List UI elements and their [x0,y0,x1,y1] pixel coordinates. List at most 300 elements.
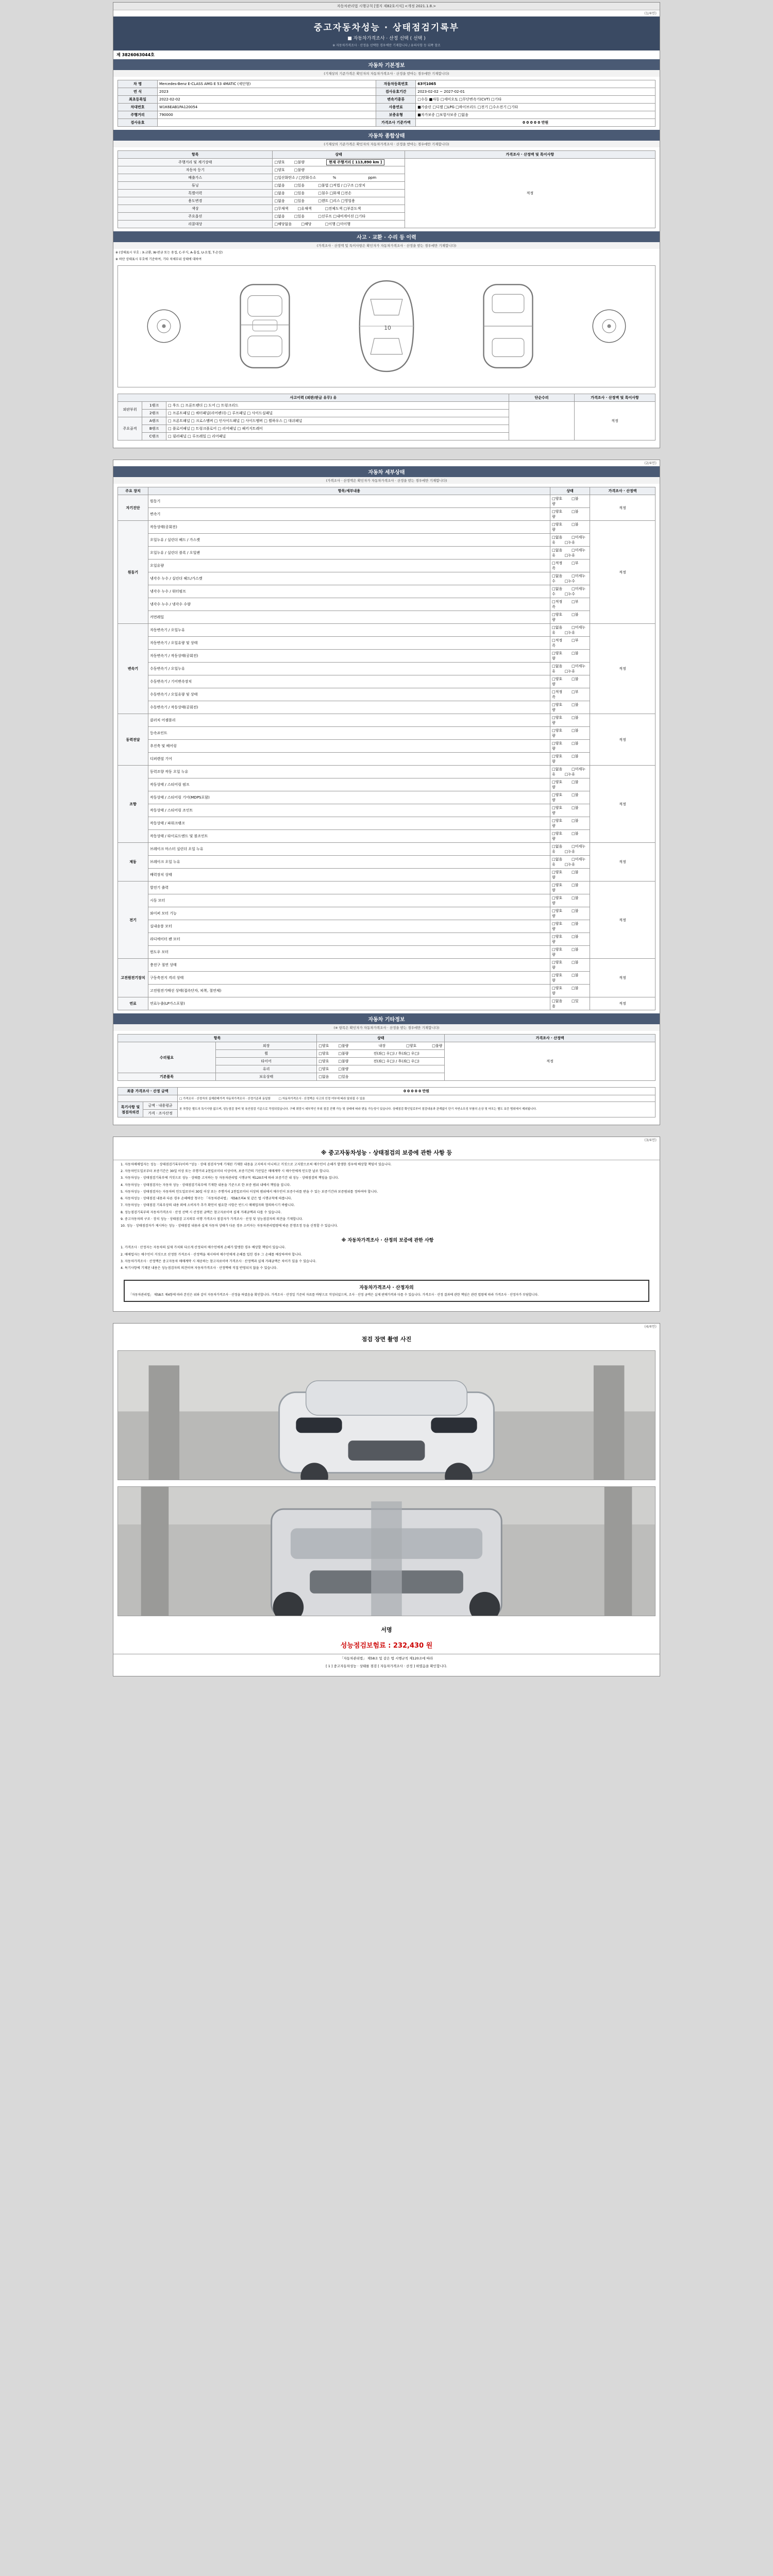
option-label [118,1095,178,1102]
checkbox-option[interactable]: □없음 [552,587,563,591]
diagram-legend-1: ※ (상태표시 부호 : X-교환, W-판금 또는 용접, C-부식, A-흠집, U-요철, T-손상) [115,251,223,255]
notice-paragraph: 9. 중고자동차의 구조 · 장치 성능 · 상태점검 고지의무 이행 가격조사 점검자가 가격조사 · 산정 및 성능점검자의 의견을 기재합니다. [121,1217,304,1221]
table-row [118,959,656,972]
checkbox-option[interactable]: □양호 [552,960,563,964]
checkbox-option[interactable]: □누유 [564,553,575,557]
row-value[interactable] [273,213,405,221]
checkbox-option[interactable]: □미세누수 [552,574,586,583]
checkbox-option[interactable]: □없음 [552,767,563,771]
checkbox-option[interactable]: □없음 [552,625,563,630]
checkbox-option[interactable]: □누수 [564,579,575,583]
item-label: 외장 [215,1042,316,1050]
rank-label: 1랭크 [142,402,166,410]
row-label: 색상 [118,205,273,213]
item-label: 커먼레일 [148,611,550,624]
checkbox-option[interactable]: □없음 [552,857,563,861]
table-row [118,560,656,572]
item-options[interactable] [550,804,590,817]
detail-state-table [117,487,656,1010]
row-value[interactable] [273,159,405,166]
checkbox-option[interactable]: □불량 [338,1044,349,1048]
price-cell: 적정 [590,624,656,714]
panel-options[interactable]: □ 필러패널 □ 루프레일 □ 리어패널 [166,433,509,440]
table-row [118,585,656,598]
item-options[interactable] [550,766,590,778]
item-label: 수동변속기 / 오일유량 및 상태 [148,688,550,701]
col-head: 상태 [273,151,405,159]
checkbox-option[interactable]: □부족 [552,690,579,699]
item-options[interactable] [550,907,590,920]
table-row [118,830,656,843]
row-value: 2022-02-02 [158,96,376,104]
col-head: 가격조사 · 산정액 [445,1035,656,1042]
checkbox-option[interactable]: □불량 [552,819,579,828]
checkbox-option[interactable]: □없음 [552,535,563,539]
row-value[interactable] [273,190,405,197]
page-indicator-3: (3/4면) [644,1138,657,1142]
table-row [118,159,656,166]
row-value[interactable] [273,221,405,228]
table-row [118,624,656,637]
item-options[interactable] [550,946,590,959]
checkbox-option[interactable]: □미세누유 [552,857,586,867]
checkbox-option[interactable]: □무채색 [274,207,289,211]
checkbox-option[interactable]: □불법 □적법 / □구조 □장치 [318,183,366,188]
rank-label: B랭크 [142,425,166,433]
checkbox-option[interactable]: □불량 [552,986,579,995]
price-cell: 적정 [590,521,656,624]
overall-state-table [117,150,656,228]
item-options[interactable] [550,534,590,547]
item-options[interactable] [550,572,590,585]
item-options[interactable] [550,560,590,572]
item-options[interactable] [317,1065,445,1073]
item-label: 실내송풍 모터 [148,920,550,933]
diagram-wheel-right [591,308,628,346]
group-label: 변속기 [118,624,148,714]
checkbox-option[interactable]: □미세누유 [552,548,586,557]
panel-options[interactable]: □ 프론트패널 □ 크로스멤버 □ 인사이드패널 □ 사이드멤버 □ 휠하우스 □ 대쉬패널 [166,417,509,425]
remarks-label: 특기사항 및 점검자의견 [118,1102,143,1117]
item-options[interactable] [550,585,590,598]
checkbox-option[interactable]: □양호 [318,1044,329,1048]
checkbox-option[interactable]: □불량 [294,160,305,164]
item-options[interactable] [550,650,590,663]
row-value: 63머1065 [416,80,656,88]
checkbox-option[interactable]: □양호 [318,1052,329,1056]
table-row [118,791,656,804]
checkbox-option[interactable]: □양호 [552,510,563,514]
checkbox-option[interactable]: □있음 [294,191,305,195]
item-options[interactable] [550,753,590,766]
item-options[interactable] [550,521,590,534]
section-overall-note: (기재상의 기준가격은 확인자의 자동차가격조사 · 산정을 받아는 경우에만 기재합니다) [113,141,660,147]
checkbox-option[interactable]: □불량 [552,909,579,918]
item-label: 시동 모터 [148,894,550,907]
item-options[interactable] [550,624,590,637]
checkbox-option[interactable]: □불량 [552,935,579,944]
final-options[interactable] [178,1095,656,1102]
diagram-car-top-view [348,277,425,376]
checkbox-option[interactable]: □불량 [552,870,579,879]
item-options[interactable] [550,894,590,907]
table-row [118,946,656,959]
final-price-label: 최종 가격조사 · 산정 금액 [118,1088,178,1095]
col-head: 주요 장치 [118,487,148,495]
table-header-row [118,487,656,495]
notice-sub-paragraph: 3. 자동차가격조사 · 산정액은 중고자동차 매매계약 시 제공하는 참고자료이며 가격조사 · 산정액과 실제 거래금액은 차이가 있을 수 있습니다. [121,1259,316,1263]
checkbox-option[interactable]: □양호 [552,832,563,836]
checkbox-option[interactable]: □없음 [274,183,285,188]
item-options[interactable] [550,701,590,714]
sheet-3 [113,1137,660,1312]
checkbox-option[interactable]: □양호 [552,909,563,913]
group-label: 원동기 [118,521,148,624]
panel-options[interactable]: □ 후드 □ 프론트팬더 □ 도어 □ 트렁크리드 [166,402,509,410]
table-header-row [118,394,656,402]
price-cell: 적정 [590,882,656,959]
item-options[interactable] [317,1073,445,1081]
item-options[interactable] [550,508,590,521]
checkbox-option[interactable]: □ 가격조사 · 산정자의 실제판매가격 자동차가격조사 · 산정기준과 동일함 [179,1097,271,1100]
checkbox-option[interactable]: □없음 [274,199,285,203]
panel-options[interactable]: □ 프론트패널 □ 쿼터패널(리어펜더) □ 루프패널 □ 사이드실패널 [166,410,509,417]
item-label: 작동상태 / 스티어링 기어(MDPS포함) [148,791,550,804]
section-basic-note: (기재상의 기준가격은 확인자의 자동차가격조사 · 산정을 받아는 경우에만 기재합니다) [113,70,660,77]
declaration-body: 「자동차관리법」 제58조 제4항에 따라 본인은 위와 같이 자동차가격조사 · 산정을 하였음을 확인합니다. 가격조사 · 산정일 기준의 자료를 바탕으로 작성되었으며, 조사 · 산정 금액은 실제 판매가격과 다를 수 있습니다. 가격조사 · 산정 결과에 관한 책임은 관련 법령에 따라 가격조사 · 산정자가 부담합니다. [129,1293,539,1297]
group-label: 기본품목 [118,1073,216,1081]
item-options[interactable] [550,997,590,1010]
table-row [118,804,656,817]
checkbox-option[interactable]: □이행 □미이행 [325,222,350,226]
row-value[interactable] [273,174,405,182]
item-options[interactable] [317,1042,445,1050]
checkbox-option[interactable]: □누유 [564,669,575,673]
checkbox-option[interactable]: □불량 [552,703,579,712]
checkbox-option[interactable]: □양호 [552,896,563,900]
price-cell: 적정 [405,159,655,228]
item-label: 브레이크 마스터 실린더 오일 누유 [148,843,550,856]
item-options[interactable] [550,495,590,508]
col-head: 가격조사 · 산정액 [590,487,656,495]
row-label: 배출가스 [118,174,273,182]
checkbox-option[interactable]: □양호 [552,806,563,810]
row-value[interactable] [273,166,405,174]
checkbox-option[interactable]: □누유 [564,772,575,776]
checkbox-option[interactable]: □누유 [564,631,575,635]
item-label: 작동상태 / 타이로드엔드 및 볼조인트 [148,830,550,843]
item-options[interactable] [550,817,590,830]
unit-ppm: ppm [368,176,377,180]
notice-paragraph: 7. 자동차성능 · 상태점검 기록부상의 내용 외에 소비자가 추가 확인이 필요한 사항은 반드시 매매업자와 협의하시기 바랍니다. [121,1204,295,1208]
checkbox-option[interactable]: □없음 [274,191,285,195]
group-label: 조향 [118,766,148,843]
table-row [118,972,656,985]
document-page [0,2,773,1689]
checkbox-option[interactable]: □양호 [552,651,563,655]
checkbox-option[interactable]: □양호 [318,1059,329,1063]
price-cell: 적정 [575,402,656,440]
checkbox-option[interactable]: □없음 [552,664,563,668]
item-options[interactable] [550,856,590,869]
checkbox-option[interactable]: □누유 [564,850,575,854]
checkbox-option[interactable]: □불량 [338,1059,349,1063]
checkbox-option[interactable]: 전(좌□ 우□) / 후(좌□ 우□) [373,1059,419,1063]
checkbox-option[interactable]: □양호 [552,780,563,784]
row-label: 차 명 [118,80,158,88]
svg-text:10: 10 [384,324,391,331]
checkbox-option[interactable]: □있음 [294,214,305,218]
accident-history-table [117,394,656,440]
item-label: 발전기 출력 [148,882,550,894]
table-row [118,920,656,933]
item-sublabel: 내장 [378,1044,386,1048]
group-label: 전기 [118,882,148,959]
item-options[interactable] [550,985,590,997]
simple-repair-cell[interactable] [509,402,575,440]
checkbox-option[interactable]: □불량 [552,883,579,892]
checkbox-option[interactable]: □양호 [552,703,563,707]
checkbox-option[interactable]: □불량 [552,832,579,841]
checkbox-option[interactable]: □불량 [552,806,579,815]
insurance-fee: 성능점검보험료 : 232,430 원 [340,1641,433,1650]
item-label: 수동변속기 / 기어변속장치 [148,675,550,688]
table-row [118,637,656,650]
checkbox-option[interactable]: 전(좌□ 우□) / 후(좌□ 우□) [373,1052,419,1056]
item-options[interactable] [550,547,590,560]
diagram-car-rear-view [469,277,547,376]
item-options[interactable] [550,869,590,882]
checkbox-option[interactable]: □양호 [406,1044,417,1048]
item-options[interactable] [550,882,590,894]
checkbox-option[interactable]: □있음 [294,183,305,188]
checkbox-option[interactable]: □양호 [552,883,563,887]
checkbox-option[interactable]: □불량 [552,922,579,931]
checkbox-option[interactable]: □불량 [338,1052,349,1056]
table-header-row [118,151,656,159]
page-indicator-2: (2/4면) [644,461,657,465]
item-options[interactable] [550,791,590,804]
checkbox-option[interactable]: □있음 [552,999,579,1008]
checkbox-option[interactable]: □양호 [552,728,563,733]
checkbox-option[interactable]: □불량 [552,947,579,957]
item-label: 오일누유 / 실린더 블록 / 오일팬 [148,547,550,560]
checkbox-option[interactable]: □불량 [552,497,579,506]
checkbox-option[interactable]: □양호 [552,754,563,758]
checkbox-option[interactable]: □불량 [552,741,579,751]
checkbox-option[interactable]: □전체도색 □부분도색 [325,207,361,211]
item-options[interactable] [550,740,590,753]
checkbox-option[interactable]: □불량 [552,973,579,982]
sheet-4 [113,1323,660,1676]
row-label: 자동차등록번호 [376,80,416,88]
table-row [118,96,656,104]
checkbox-option[interactable]: □양호 [552,922,563,926]
photos-title: 점검 장면 촬영 사진 [361,1335,412,1343]
item-options[interactable] [550,663,590,675]
row-label: 주요옵션 [118,213,273,221]
checkbox-option[interactable]: □양호 [552,716,563,720]
item-label: 클러치 어셈블리 [148,714,550,727]
item-options[interactable] [550,598,590,611]
checkbox-option[interactable]: □양호 [552,677,563,681]
item-options[interactable] [550,727,590,740]
item-label: 변속기 [148,508,550,521]
checkbox-option[interactable]: □양호 [274,160,285,164]
item-options[interactable] [550,959,590,972]
checkbox-option[interactable]: □렌트 □리스 □영업용 [318,199,355,203]
item-options[interactable] [550,920,590,933]
checkbox-option[interactable]: □양호 [552,870,563,874]
checkbox-option[interactable]: □양호 [318,1067,329,1071]
notice-paragraph-list [113,1162,660,1233]
notice-paragraph: 10. 성능 · 상태점검자가 제시하는 성능 · 상태점검 내용과 실제 자동차 상태가 다른 경우 소비자는 자동차관리법령에 따른 분쟁조정 등을 신청할 수 있습니다. [121,1224,338,1228]
checkbox-option[interactable]: □미세누유 [552,625,586,635]
row-value: □수동 ■자동 □세미오토 □무단변속기(CVT) □기타 [416,96,656,104]
checkbox-option[interactable]: □있음 [338,1075,349,1079]
checkbox-option[interactable]: □양호 [552,522,563,527]
table-row [118,740,656,753]
checkbox-option[interactable]: □일산화탄소 / □탄화수소 [274,176,316,180]
item-label: 작동상태(공회전) [148,521,550,534]
group-label: 주요골격 [118,417,142,440]
checkbox-option[interactable]: □불량 [552,960,579,970]
legal-foot-2: [ 1 ] 중고자동차성능 · 상태를 점검 [ 자동차가격조사 · 산정 ] 하였음을 확인합니다. [326,1664,447,1668]
checkbox-option[interactable]: □ 자동차가격조사 · 산정액은 사고의 인정 여부에 따라 달라질 수 있음 [278,1097,365,1100]
col-head: 가격조사 · 산정액 및 특이사항 [405,151,655,159]
checkbox-option[interactable]: □불량 [552,780,579,789]
item-options[interactable] [550,933,590,946]
checkbox-option[interactable]: □선루프 □내비게이션 □기타 [318,214,366,218]
checkbox-option[interactable]: □미세누유 [552,664,586,673]
checkbox-option[interactable]: □미세누유 [552,767,586,776]
col-head: 단순수리 [509,394,575,402]
table-row [118,1088,656,1095]
table-row [118,817,656,830]
checkbox-option[interactable]: □미세누유 [552,535,586,545]
checkbox-option[interactable]: □해당없음 [274,222,292,226]
row-value[interactable] [273,182,405,190]
checkbox-option[interactable]: □없음 [552,574,563,578]
checkbox-option[interactable]: □없음 [552,844,563,849]
item-options[interactable] [550,972,590,985]
item-options[interactable] [550,675,590,688]
checkbox-option[interactable]: □해당 [301,222,312,226]
item-options[interactable] [550,688,590,701]
checkbox-option[interactable]: □양호 [552,497,563,501]
item-label: 작동상태 / 파워크랭크 [148,817,550,830]
row-label: 사용연료 [376,104,416,111]
checkbox-option[interactable]: □양호 [552,935,563,939]
checkbox-option[interactable]: □불량 [432,1044,443,1048]
checkbox-option[interactable]: □불량 [552,754,579,764]
table-row [118,650,656,663]
checkbox-option[interactable]: □누수 [564,592,575,596]
row-value: 2023-02-02 ~ 2027-02-01 [416,88,656,96]
notice-sub-paragraph: 1. 가격조사 · 산정자는 자동차의 실제 가치와 다르게 산정되어 매수인에게 손해가 발생한 경우 배상할 책임이 있습니다. [121,1246,286,1250]
checkbox-option[interactable]: □없음 [552,548,563,552]
checkbox-option[interactable]: □불량 [338,1067,349,1071]
checkbox-option[interactable]: □불량 [294,168,305,172]
table-row [118,997,656,1010]
row-label: 리콜대상 [118,221,273,228]
checkbox-option[interactable]: □누유 [564,862,575,867]
checkbox-option[interactable]: □없음 [318,1075,329,1079]
panel-options[interactable]: □ 플로어패널 □ 트렁크플로어 □ 리어패널 □ 패키지트레이 [166,425,509,433]
checkbox-option[interactable]: □적정 [552,600,563,604]
row-value[interactable] [273,205,405,213]
item-options[interactable] [550,778,590,791]
checkbox-option[interactable]: □양호 [552,741,563,745]
checkbox-option[interactable]: □유채색 [297,207,312,211]
row-value[interactable] [273,197,405,205]
checkbox-option[interactable]: □불량 [552,510,579,519]
item-label: 구동축전지 격리 상태 [148,972,550,985]
checkbox-option[interactable]: □양호 [552,793,563,797]
checkbox-option[interactable]: □양호 [552,947,563,952]
table-row [118,598,656,611]
price-cell: 적정 [590,766,656,843]
notice-paragraph: 1. 자동차매매업자는 성능 · 상태점검기록부(이하 "성능 · 상태 점검자")에 기재된 기재한 내용을 고지하지 아니하고 거짓으로 고지함으로써 매수인이 손해가 발생한 경우에 배상할 책임이 있습니다. [121,1163,392,1166]
checkbox-option[interactable]: □양호 [552,973,563,977]
item-options[interactable] [317,1050,445,1058]
item-options[interactable] [550,637,590,650]
rank-label: A랭크 [142,417,166,425]
checkbox-option[interactable]: □부족 [552,638,579,648]
checkbox-option[interactable]: □불량 [552,896,579,905]
item-options[interactable] [550,843,590,856]
checkbox-option[interactable]: □불량 [552,651,579,660]
checkbox-option[interactable]: □적정 [552,638,563,642]
row-value: Mercedes-Benz E-CLASS AMG E 53 4MATIC (세단형) [158,80,376,88]
checkbox-option[interactable]: □적정 [552,561,563,565]
checkbox-option[interactable]: □없음 [274,214,285,218]
checkbox-option[interactable]: □양호 [274,168,285,172]
item-options[interactable] [550,830,590,843]
checkbox-option[interactable]: □불량 [552,716,579,725]
checkbox-option[interactable]: □양호 [552,819,563,823]
item-options[interactable] [550,714,590,727]
table-row [118,894,656,907]
checkbox-option[interactable]: □불량 [552,793,579,802]
checkbox-option[interactable]: □불량 [552,728,579,738]
checkbox-option[interactable]: □불량 [552,677,579,686]
checkbox-option[interactable]: □불량 [552,522,579,532]
checkbox-option[interactable]: □누유 [564,540,575,545]
row-label: 보증유형 [376,111,416,119]
remarks-sublabel: 금액 · 내용평균 [143,1102,178,1110]
notice-title: ※ 중고자동차성능 · 상태점검의 보증에 관한 사항 등 [321,1149,452,1156]
checkbox-option[interactable]: □침수 □화재 □전손 [318,191,352,195]
checkbox-option[interactable]: □양호 [552,613,563,617]
item-label: 휠 [215,1050,316,1058]
checkbox-option[interactable]: □미세누유 [552,844,586,854]
checkbox-option[interactable]: □미세누수 [552,587,586,596]
checkbox-option[interactable]: □불량 [552,613,579,622]
table-row [118,1102,656,1110]
checkbox-option[interactable]: □적정 [552,690,563,694]
section-basic-title: 자동차 기본정보 [113,59,660,70]
checkbox-option[interactable]: □양호 [552,986,563,990]
checkbox-option[interactable]: □부족 [552,600,579,609]
notice-paragraph: 8. 성능점검기록부의 자동차가격조사 · 산정 선택 시 산정된 금액은 참고자료이며 실제 거래금액과 다를 수 있습니다. [121,1210,282,1214]
row-label: 검사유효기간 [376,88,416,96]
checkbox-option[interactable]: □없음 [552,999,563,1003]
checkbox-option[interactable]: □있음 [294,199,305,203]
item-options[interactable] [317,1058,445,1065]
item-options[interactable] [550,611,590,624]
checkbox-option[interactable]: □부족 [552,561,579,570]
